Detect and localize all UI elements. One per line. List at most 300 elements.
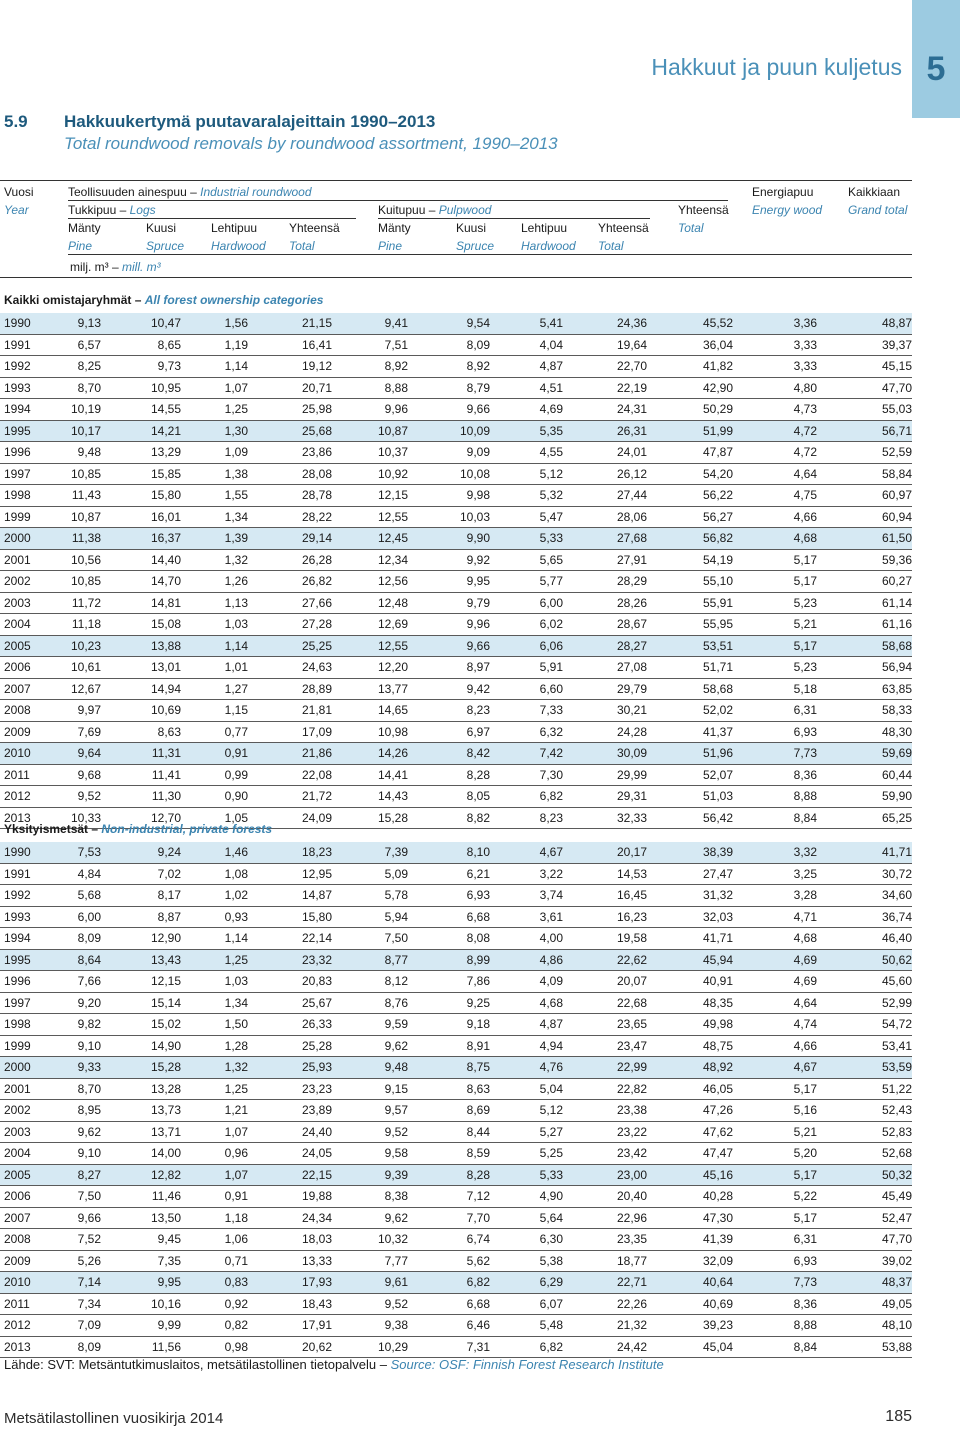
value-cell: 4,69: [733, 949, 817, 971]
value-cell: 22,62: [563, 949, 647, 971]
group-heading-all-owners: [4, 293, 323, 307]
value-cell: 23,38: [563, 1100, 647, 1122]
year-cell: 1995: [0, 420, 40, 442]
publication-name: Metsätilastollinen vuosikirja 2014: [4, 1410, 224, 1427]
value-cell: 7,52: [40, 1229, 101, 1251]
value-cell: 7,70: [408, 1207, 490, 1229]
value-cell: 14,87: [248, 885, 332, 907]
value-cell: 40,69: [647, 1293, 733, 1315]
value-cell: 5,12: [490, 1100, 563, 1122]
table-row: [0, 928, 912, 950]
year-cell: 2012: [0, 786, 40, 808]
value-cell: 10,61: [40, 657, 101, 679]
table-row: [0, 635, 912, 657]
value-cell: 1,02: [181, 885, 248, 907]
value-cell: 15,14: [101, 992, 181, 1014]
value-cell: 10,19: [40, 399, 101, 421]
year-cell: 1992: [0, 885, 40, 907]
value-cell: 1,56: [181, 313, 248, 334]
value-cell: 5,12: [490, 463, 563, 485]
value-cell: 27,91: [563, 549, 647, 571]
value-cell: 5,38: [490, 1250, 563, 1272]
value-cell: 3,28: [733, 885, 817, 907]
value-cell: 8,17: [101, 885, 181, 907]
value-cell: 6,30: [490, 1229, 563, 1251]
header-logs: [68, 203, 156, 217]
value-cell: 1,03: [181, 971, 248, 993]
value-cell: 12,55: [332, 635, 408, 657]
value-cell: 28,27: [563, 635, 647, 657]
value-cell: 4,68: [733, 928, 817, 950]
value-cell: 23,42: [563, 1143, 647, 1165]
value-cell: 1,34: [181, 992, 248, 1014]
header-top-rule: [0, 180, 912, 181]
value-cell: 45,52: [647, 313, 733, 334]
value-cell: 5,64: [490, 1207, 563, 1229]
value-cell: 32,03: [647, 906, 733, 928]
value-cell: 6,32: [490, 721, 563, 743]
value-cell: 4,55: [490, 442, 563, 464]
value-cell: 52,43: [817, 1100, 912, 1122]
value-cell: 5,35: [490, 420, 563, 442]
table-row: [0, 313, 912, 334]
value-cell: 14,41: [332, 764, 408, 786]
value-cell: 8,88: [733, 1315, 817, 1337]
value-cell: 8,84: [733, 807, 817, 829]
value-cell: 9,48: [332, 1057, 408, 1079]
value-cell: 0,99: [181, 764, 248, 786]
table-row: [0, 334, 912, 356]
year-cell: 1991: [0, 863, 40, 885]
section-title-fi: Hakkuukertymä puutavaralajeittain 1990–2013: [64, 112, 436, 131]
value-cell: 18,03: [248, 1229, 332, 1251]
value-cell: 8,25: [40, 356, 101, 378]
header-energy-en: Energy wood: [752, 203, 823, 217]
year-cell: 2006: [0, 1186, 40, 1208]
value-cell: 51,99: [647, 420, 733, 442]
value-cell: 3,36: [733, 313, 817, 334]
value-cell: 5,09: [332, 863, 408, 885]
value-cell: 1,25: [181, 399, 248, 421]
value-cell: 9,61: [332, 1272, 408, 1294]
value-cell: 6,93: [733, 1250, 817, 1272]
value-cell: 12,45: [332, 528, 408, 550]
value-cell: 8,59: [408, 1143, 490, 1165]
value-cell: 46,05: [647, 1078, 733, 1100]
value-cell: 15,80: [101, 485, 181, 507]
value-cell: 14,00: [101, 1143, 181, 1165]
value-cell: 8,27: [40, 1164, 101, 1186]
value-cell: 38,39: [647, 842, 733, 863]
value-cell: 11,31: [101, 743, 181, 765]
value-cell: 7,50: [332, 928, 408, 950]
value-cell: 65,25: [817, 807, 912, 829]
value-cell: 13,33: [248, 1250, 332, 1272]
value-cell: 8,88: [733, 786, 817, 808]
year-cell: 1998: [0, 485, 40, 507]
value-cell: 10,29: [332, 1336, 408, 1358]
value-cell: 26,82: [248, 571, 332, 593]
value-cell: 52,07: [647, 764, 733, 786]
value-cell: 0,71: [181, 1250, 248, 1272]
value-cell: 14,40: [101, 549, 181, 571]
value-cell: 4,71: [733, 906, 817, 928]
value-cell: 56,94: [817, 657, 912, 679]
value-cell: 48,30: [817, 721, 912, 743]
data-table-private: [0, 842, 912, 1358]
value-cell: 52,02: [647, 700, 733, 722]
header-unit-en: mill. m³: [122, 260, 161, 274]
table-row: [0, 420, 912, 442]
header-industrial-en: Industrial roundwood: [200, 185, 312, 199]
value-cell: 6,06: [490, 635, 563, 657]
value-cell: 16,23: [563, 906, 647, 928]
value-cell: 25,68: [248, 420, 332, 442]
header-industrial-fi: Teollisuuden ainespuu –: [68, 185, 201, 199]
value-cell: 6,93: [408, 885, 490, 907]
year-cell: 1992: [0, 356, 40, 378]
value-cell: 13,43: [101, 949, 181, 971]
value-cell: 8,92: [408, 356, 490, 378]
value-cell: 22,96: [563, 1207, 647, 1229]
value-cell: 4,68: [733, 528, 817, 550]
value-cell: 45,60: [817, 971, 912, 993]
year-cell: 1990: [0, 313, 40, 334]
value-cell: 52,68: [817, 1143, 912, 1165]
value-cell: 42,90: [647, 377, 733, 399]
value-cell: 15,85: [101, 463, 181, 485]
value-cell: 8,76: [332, 992, 408, 1014]
table-row: [0, 1100, 912, 1122]
header-logs-en: Logs: [129, 203, 156, 217]
value-cell: 4,84: [40, 863, 101, 885]
value-cell: 47,87: [647, 442, 733, 464]
value-cell: 39,37: [817, 334, 912, 356]
header-pulp: [378, 203, 491, 217]
value-cell: 0,91: [181, 1186, 248, 1208]
year-cell: 1997: [0, 463, 40, 485]
table-row: [0, 863, 912, 885]
value-cell: 1,28: [181, 1035, 248, 1057]
value-cell: 5,94: [332, 906, 408, 928]
value-cell: 8,69: [408, 1100, 490, 1122]
value-cell: 7,33: [490, 700, 563, 722]
value-cell: 1,18: [181, 1207, 248, 1229]
value-cell: 26,12: [563, 463, 647, 485]
value-cell: 61,50: [817, 528, 912, 550]
value-cell: 5,33: [490, 1164, 563, 1186]
value-cell: 23,86: [248, 442, 332, 464]
value-cell: 51,71: [647, 657, 733, 679]
value-cell: 28,29: [563, 571, 647, 593]
value-cell: 26,28: [248, 549, 332, 571]
value-cell: 34,60: [817, 885, 912, 907]
value-cell: 45,04: [647, 1336, 733, 1358]
value-cell: 12,56: [332, 571, 408, 593]
year-cell: 2003: [0, 592, 40, 614]
header-pulp-en: Pulpwood: [438, 203, 492, 217]
value-cell: 41,82: [647, 356, 733, 378]
table-row: [0, 678, 912, 700]
value-cell: 54,20: [647, 463, 733, 485]
value-cell: 9,62: [40, 1121, 101, 1143]
year-cell: 1995: [0, 949, 40, 971]
value-cell: 0,91: [181, 743, 248, 765]
header-pulp-total-fi: Yhteensä: [598, 221, 649, 235]
value-cell: 8,84: [733, 1336, 817, 1358]
source-en: Source: OSF: Finnish Forest Research Institute: [390, 1357, 664, 1372]
value-cell: 6,68: [408, 906, 490, 928]
value-cell: 8,79: [408, 377, 490, 399]
value-cell: 9,57: [332, 1100, 408, 1122]
value-cell: 55,95: [647, 614, 733, 636]
value-cell: 0,77: [181, 721, 248, 743]
value-cell: 4,66: [733, 506, 817, 528]
value-cell: 49,98: [647, 1014, 733, 1036]
value-cell: 30,21: [563, 700, 647, 722]
header-unit-fi: milj. m³ –: [70, 260, 122, 274]
value-cell: 7,31: [408, 1336, 490, 1358]
table-row: [0, 721, 912, 743]
value-cell: 50,62: [817, 949, 912, 971]
year-cell: 2008: [0, 1229, 40, 1251]
table-row: [0, 743, 912, 765]
value-cell: 0,93: [181, 906, 248, 928]
value-cell: 14,21: [101, 420, 181, 442]
value-cell: 47,62: [647, 1121, 733, 1143]
table-row: [0, 1250, 912, 1272]
value-cell: 9,90: [408, 528, 490, 550]
value-cell: 24,09: [248, 807, 332, 829]
year-cell: 1990: [0, 842, 40, 863]
value-cell: 7,50: [40, 1186, 101, 1208]
value-cell: 1,32: [181, 1057, 248, 1079]
value-cell: 4,66: [733, 1035, 817, 1057]
value-cell: 41,71: [817, 842, 912, 863]
table-row: [0, 528, 912, 550]
value-cell: 5,78: [332, 885, 408, 907]
value-cell: 4,64: [733, 992, 817, 1014]
year-cell: 2012: [0, 1315, 40, 1337]
value-cell: 8,36: [733, 764, 817, 786]
table-row: [0, 1315, 912, 1337]
value-cell: 45,49: [817, 1186, 912, 1208]
value-cell: 6,02: [490, 614, 563, 636]
value-cell: 14,53: [563, 863, 647, 885]
header-log-spruce-fi: Kuusi: [146, 221, 177, 235]
value-cell: 1,27: [181, 678, 248, 700]
header-industrial-rule: [68, 200, 728, 201]
value-cell: 8,75: [408, 1057, 490, 1079]
value-cell: 1,25: [181, 1078, 248, 1100]
value-cell: 18,23: [248, 842, 332, 863]
value-cell: 20,07: [563, 971, 647, 993]
value-cell: 28,06: [563, 506, 647, 528]
value-cell: 7,30: [490, 764, 563, 786]
header-bottom-rule: [0, 277, 912, 278]
value-cell: 1,46: [181, 842, 248, 863]
value-cell: 8,12: [332, 971, 408, 993]
table-row: [0, 906, 912, 928]
value-cell: 6,00: [490, 592, 563, 614]
value-cell: 47,70: [817, 1229, 912, 1251]
header-pulp-fi: Kuitupuu –: [378, 203, 439, 217]
table-row: [0, 549, 912, 571]
value-cell: 25,98: [248, 399, 332, 421]
value-cell: 9,64: [40, 743, 101, 765]
year-cell: 1996: [0, 971, 40, 993]
value-cell: 9,25: [408, 992, 490, 1014]
value-cell: 5,17: [733, 549, 817, 571]
header-pulp-pine-fi: Mänty: [378, 221, 411, 235]
header-log-hardwood-en: Hardwood: [211, 239, 266, 253]
table-row: [0, 592, 912, 614]
source-note: [4, 1357, 664, 1372]
value-cell: 24,05: [248, 1143, 332, 1165]
value-cell: 47,30: [647, 1207, 733, 1229]
header-log-spruce-en: Spruce: [146, 239, 185, 253]
value-cell: 25,28: [248, 1035, 332, 1057]
table-row: [0, 442, 912, 464]
value-cell: 23,47: [563, 1035, 647, 1057]
value-cell: 1,15: [181, 700, 248, 722]
table-row: [0, 764, 912, 786]
value-cell: 15,80: [248, 906, 332, 928]
value-cell: 17,93: [248, 1272, 332, 1294]
value-cell: 22,14: [248, 928, 332, 950]
data-table-all-owners: [0, 313, 912, 829]
value-cell: 12,70: [101, 807, 181, 829]
value-cell: 8,70: [40, 1078, 101, 1100]
value-cell: 4,87: [490, 1014, 563, 1036]
value-cell: 5,23: [733, 592, 817, 614]
value-cell: 12,55: [332, 506, 408, 528]
value-cell: 1,08: [181, 863, 248, 885]
value-cell: 23,35: [563, 1229, 647, 1251]
value-cell: 1,07: [181, 377, 248, 399]
value-cell: 9,59: [332, 1014, 408, 1036]
value-cell: 22,08: [248, 764, 332, 786]
value-cell: 10,47: [101, 313, 181, 334]
value-cell: 56,82: [647, 528, 733, 550]
value-cell: 19,88: [248, 1186, 332, 1208]
year-cell: 1991: [0, 334, 40, 356]
value-cell: 1,05: [181, 807, 248, 829]
value-cell: 40,64: [647, 1272, 733, 1294]
value-cell: 1,25: [181, 949, 248, 971]
value-cell: 1,13: [181, 592, 248, 614]
value-cell: 23,89: [248, 1100, 332, 1122]
value-cell: 7,35: [101, 1250, 181, 1272]
year-cell: 1999: [0, 1035, 40, 1057]
value-cell: 5,17: [733, 1164, 817, 1186]
value-cell: 7,53: [40, 842, 101, 863]
value-cell: 4,68: [490, 992, 563, 1014]
value-cell: 56,27: [647, 506, 733, 528]
value-cell: 4,72: [733, 442, 817, 464]
value-cell: 22,99: [563, 1057, 647, 1079]
value-cell: 13,73: [101, 1100, 181, 1122]
value-cell: 9,66: [40, 1207, 101, 1229]
value-cell: 8,63: [101, 721, 181, 743]
page-number: 185: [885, 1408, 912, 1425]
value-cell: 28,89: [248, 678, 332, 700]
value-cell: 9,62: [332, 1035, 408, 1057]
header-industrial: [68, 185, 312, 199]
header-pulp-total-en: Total: [598, 239, 624, 253]
value-cell: 5,21: [733, 1121, 817, 1143]
value-cell: 8,09: [408, 334, 490, 356]
value-cell: 13,01: [101, 657, 181, 679]
group-heading-private: [4, 822, 272, 836]
value-cell: 4,90: [490, 1186, 563, 1208]
value-cell: 4,04: [490, 334, 563, 356]
value-cell: 10,16: [101, 1293, 181, 1315]
value-cell: 45,94: [647, 949, 733, 971]
value-cell: 13,71: [101, 1121, 181, 1143]
value-cell: 10,37: [332, 442, 408, 464]
chapter-title: Hakkuut ja puun kuljetus: [651, 54, 902, 80]
value-cell: 6,93: [733, 721, 817, 743]
year-cell: 2006: [0, 657, 40, 679]
value-cell: 60,27: [817, 571, 912, 593]
header-log-total-en: Total: [289, 239, 315, 253]
value-cell: 22,26: [563, 1293, 647, 1315]
value-cell: 54,72: [817, 1014, 912, 1036]
header-year-fi: Vuosi: [4, 185, 34, 199]
value-cell: 1,32: [181, 549, 248, 571]
value-cell: 5,17: [733, 1207, 817, 1229]
value-cell: 52,99: [817, 992, 912, 1014]
value-cell: 3,32: [733, 842, 817, 863]
value-cell: 8,88: [332, 377, 408, 399]
value-cell: 55,91: [647, 592, 733, 614]
value-cell: 5,32: [490, 485, 563, 507]
value-cell: 25,25: [248, 635, 332, 657]
value-cell: 8,44: [408, 1121, 490, 1143]
value-cell: 14,43: [332, 786, 408, 808]
value-cell: 6,46: [408, 1315, 490, 1337]
value-cell: 8,95: [40, 1100, 101, 1122]
value-cell: 50,32: [817, 1164, 912, 1186]
table-row: [0, 356, 912, 378]
value-cell: 53,41: [817, 1035, 912, 1057]
header-pulp-rule: [378, 218, 650, 219]
value-cell: 7,09: [40, 1315, 101, 1337]
header-year-en: Year: [4, 203, 29, 217]
value-cell: 24,28: [563, 721, 647, 743]
value-cell: 5,65: [490, 549, 563, 571]
value-cell: 9,92: [408, 549, 490, 571]
value-cell: 9,52: [40, 786, 101, 808]
table-row: [0, 614, 912, 636]
value-cell: 12,82: [101, 1164, 181, 1186]
value-cell: 8,09: [40, 1336, 101, 1358]
value-cell: 58,84: [817, 463, 912, 485]
value-cell: 10,87: [332, 420, 408, 442]
header-pulp-spruce-fi: Kuusi: [456, 221, 487, 235]
table-row: [0, 1272, 912, 1294]
value-cell: 4,80: [733, 377, 817, 399]
value-cell: 18,77: [563, 1250, 647, 1272]
value-cell: 4,69: [733, 971, 817, 993]
value-cell: 11,38: [40, 528, 101, 550]
value-cell: 1,30: [181, 420, 248, 442]
value-cell: 12,90: [101, 928, 181, 950]
value-cell: 12,15: [101, 971, 181, 993]
year-cell: 1997: [0, 992, 40, 1014]
value-cell: 9,66: [408, 399, 490, 421]
